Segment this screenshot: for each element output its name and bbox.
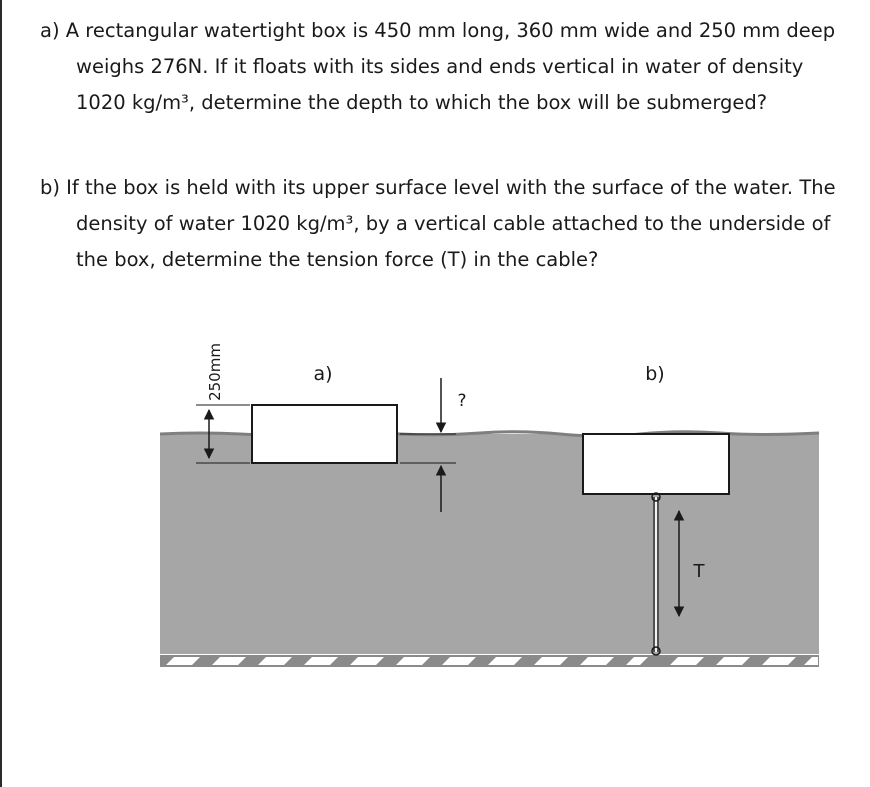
label-b: b) — [645, 363, 665, 385]
box-b — [583, 434, 729, 494]
unknown-depth-label: ? — [457, 391, 467, 411]
question-a-line-3: 1020 kg/m³, determine the depth to which the box will be submerged? — [76, 91, 768, 114]
question-b-line-2: density of water 1020 kg/m³, by a vertical cable attached to the underside of — [76, 212, 831, 235]
question-a-line-2: weighs 276N. If it floats with its sides and ends vertical in water of density — [76, 55, 804, 78]
label-a: a) — [313, 363, 333, 385]
height-label: 250mm — [206, 343, 224, 401]
question-a-line-1: a) A rectangular watertight box is 450 mm long, 360 mm wide and 250 mm deep — [40, 19, 836, 42]
cable — [654, 497, 658, 652]
question-b-line-1: b) If the box is held with its upper surface level with the surface of the water. The — [40, 176, 836, 199]
tension-label: T — [693, 561, 705, 582]
box-a — [252, 405, 397, 463]
question-b-line-3: the box, determine the tension force (T) in the cable? — [76, 248, 599, 271]
